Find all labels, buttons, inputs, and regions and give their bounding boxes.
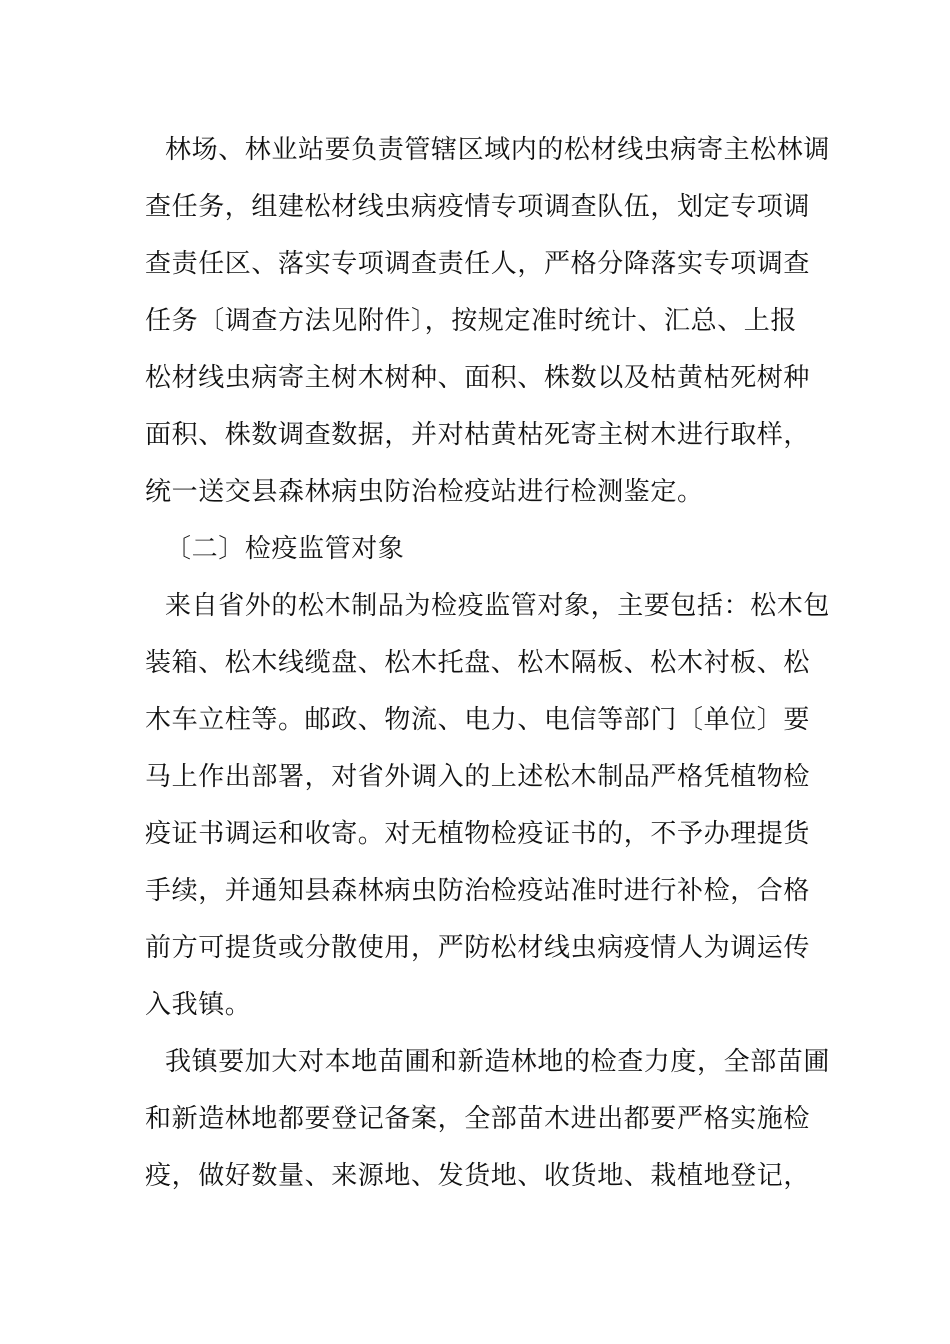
paragraph-2-line-3: 木车立柱等。邮政、物流、电力、电信等部门〔单位〕要 [145,705,811,735]
paragraph-2-line-8: 入我镇。 [145,990,252,1020]
paragraph-1-line-2: 查任务，组建松材线虫病疫情专项调查队伍，划定专项调 [145,192,811,222]
paragraph-1-line-4: 任务〔调查方法见附件〕，按规定准时统计、汇总、上报 [145,306,798,336]
section-heading: 〔二〕检疫监管对象 [165,534,405,564]
paragraph-3-line-1: 我镇要加大对本地苗圃和新造林地的检查力度，全部苗圃 [165,1047,831,1077]
paragraph-2-line-6: 手续，并通知县森林病虫防治检疫站准时进行补检，合格 [145,876,811,906]
paragraph-1-line-6: 面积、株数调查数据，并对枯黄枯死寄主树木进行取样， [145,420,811,450]
paragraph-2-line-5: 疫证书调运和收寄。对无植物检疫证书的，不予办理提货 [145,819,811,849]
paragraph-2-line-7: 前方可提货或分散使用，严防松材线虫病疫情人为调运传 [145,933,811,963]
paragraph-1-line-1: 林场、林业站要负责管辖区域内的松材线虫病寄主松林调 [165,135,831,165]
paragraph-2-line-4: 马上作出部署，对省外调入的上述松木制品严格凭植物检 [145,762,811,792]
paragraph-3-line-2: 和新造林地都要登记备案，全部苗木进出都要严格实施检 [145,1104,811,1134]
paragraph-2-line-2: 装箱、松木线缆盘、松木托盘、松木隔板、松木衬板、松 [145,648,811,678]
paragraph-1-line-5: 松材线虫病寄主树木树种、面积、株数以及枯黄枯死树种 [145,363,811,393]
paragraph-1-line-3: 查责任区、落实专项调查责任人，严格分降落实专项调查 [145,249,811,279]
paragraph-1-line-7: 统一送交县森林病虫防治检疫站进行检测鉴定。 [145,477,704,507]
paragraph-2-line-1: 来自省外的松木制品为检疫监管对象，主要包括：松木包 [165,591,831,621]
paragraph-3-line-3: 疫，做好数量、来源地、发货地、收货地、栽植地登记， [145,1161,811,1191]
